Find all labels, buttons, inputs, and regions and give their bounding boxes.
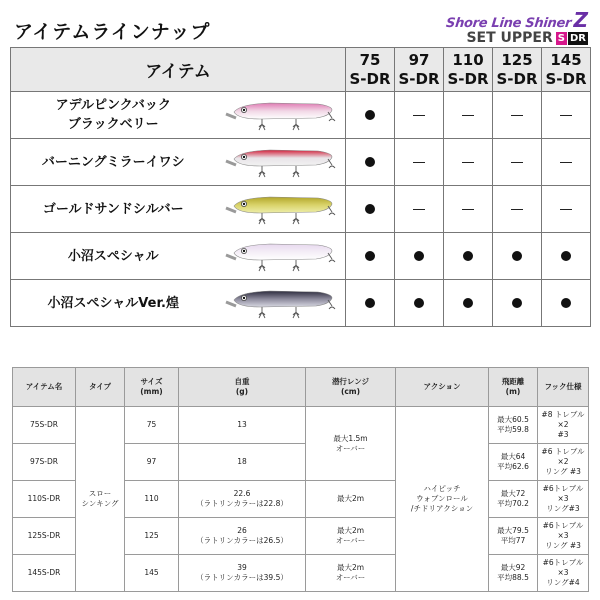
spec-item-name: 110S-DR — [13, 481, 76, 518]
dot-icon — [561, 251, 571, 261]
color-name: バーニングミラーイワシ — [11, 139, 216, 186]
available-dot — [346, 92, 395, 139]
unavailable-dash — [444, 186, 493, 233]
spec-range: 最大2m オーバー — [306, 518, 396, 555]
spec-header: フック仕様 — [538, 368, 589, 407]
lineup-row — [11, 92, 591, 139]
unavailable-dash — [493, 92, 542, 139]
spec-distance: 最大64 平均62.6 — [489, 444, 538, 481]
spec-weight: 26 （ラトリンカラーは26.5） — [179, 518, 306, 555]
spec-action: ハイピッチ ウォブンロール /チドリアクション — [396, 407, 489, 592]
size-header: 145 S-DR — [542, 48, 591, 92]
spec-size: 125 — [125, 518, 179, 555]
dash-icon — [462, 209, 474, 211]
lineup-header-row — [11, 48, 591, 92]
unavailable-dash — [542, 186, 591, 233]
spec-weight: 39 （ラトリンカラーは39.5） — [179, 555, 306, 592]
spec-item-name: 145S-DR — [13, 555, 76, 592]
unavailable-dash — [444, 139, 493, 186]
spec-hook: #6トレブル×3 リング#4 — [538, 555, 589, 592]
dash-icon — [560, 115, 572, 117]
spec-header: 自重 (g) — [179, 368, 306, 407]
lure-image — [216, 92, 346, 139]
spec-weight: 18 — [179, 444, 306, 481]
dot-icon — [512, 298, 522, 308]
color-name: 小沼スペシャルVer.煌 — [11, 280, 216, 327]
spec-header: 潜行レンジ (cm) — [306, 368, 396, 407]
spec-row — [13, 407, 589, 444]
spec-distance: 最大60.5 平均59.8 — [489, 407, 538, 444]
dash-icon — [413, 209, 425, 211]
available-dot — [444, 280, 493, 327]
spec-header: タイプ — [76, 368, 125, 407]
dash-icon — [462, 115, 474, 117]
lineup-table — [10, 47, 591, 327]
dot-icon — [365, 157, 375, 167]
lineup-row — [11, 280, 591, 327]
unavailable-dash — [444, 92, 493, 139]
color-name: アデルピンクバック ブラックベリー — [11, 92, 216, 139]
spec-table — [12, 367, 589, 592]
dash-icon — [462, 162, 474, 164]
spec-header: アクション — [396, 368, 489, 407]
brand-logo — [446, 8, 588, 46]
color-name: ゴールドサンドシルバー — [11, 186, 216, 233]
unavailable-dash — [493, 139, 542, 186]
color-name: 小沼スペシャル — [11, 233, 216, 280]
dot-icon — [414, 251, 424, 261]
spec-distance: 最大72 平均70.2 — [489, 481, 538, 518]
spec-header: アイテム名 — [13, 368, 76, 407]
available-dot — [493, 233, 542, 280]
dot-icon — [414, 298, 424, 308]
page-title: アイテムラインナップ — [14, 21, 211, 43]
dash-icon — [560, 209, 572, 211]
available-dot — [444, 233, 493, 280]
spec-hook: #6トレブル×3 リング#3 — [538, 481, 589, 518]
spec-item-name: 75S-DR — [13, 407, 76, 444]
brand-dr-badge: DR — [569, 32, 586, 44]
size-header: 125 S-DR — [493, 48, 542, 92]
lineup-row — [11, 186, 591, 233]
available-dot — [346, 280, 395, 327]
lure-image — [216, 280, 346, 327]
dot-icon — [365, 251, 375, 261]
dot-icon — [365, 110, 375, 120]
unavailable-dash — [395, 186, 444, 233]
spec-distance: 最大92 平均88.5 — [489, 555, 538, 592]
spec-item-name: 125S-DR — [13, 518, 76, 555]
spec-size: 75 — [125, 407, 179, 444]
spec-hook: #6トレブル×3 リング #3 — [538, 518, 589, 555]
dash-icon — [511, 115, 523, 117]
lineup-row — [11, 233, 591, 280]
spec-size: 110 — [125, 481, 179, 518]
available-dot — [346, 186, 395, 233]
dot-icon — [463, 298, 473, 308]
spec-weight: 22.6 （ラトリンカラーは22.8） — [179, 481, 306, 518]
item-header: アイテム — [11, 48, 346, 92]
lure-image — [216, 233, 346, 280]
spec-distance: 最大79.5 平均77 — [489, 518, 538, 555]
brand-z-mark: Z — [573, 8, 588, 32]
dash-icon — [413, 162, 425, 164]
lineup-row — [11, 139, 591, 186]
dot-icon — [512, 251, 522, 261]
spec-range: 最大1.5m オーバー — [306, 407, 396, 481]
spec-hook: #6 トレブル×2 リング #3 — [538, 444, 589, 481]
unavailable-dash — [395, 92, 444, 139]
available-dot — [395, 233, 444, 280]
dot-icon — [463, 251, 473, 261]
brand-s-badge: S — [557, 32, 565, 44]
unavailable-dash — [542, 92, 591, 139]
available-dot — [346, 139, 395, 186]
available-dot — [493, 280, 542, 327]
dot-icon — [561, 298, 571, 308]
brand-name: Shore Line Shiner — [445, 16, 573, 31]
available-dot — [395, 280, 444, 327]
spec-size: 145 — [125, 555, 179, 592]
dash-icon — [413, 115, 425, 117]
spec-header: サイズ (mm) — [125, 368, 179, 407]
unavailable-dash — [493, 186, 542, 233]
dash-icon — [511, 209, 523, 211]
spec-type: スロー シンキング — [76, 407, 125, 592]
spec-range: 最大2m オーバー — [306, 555, 396, 592]
spec-hook: #8 トレブル×2 #3 — [538, 407, 589, 444]
size-header: 97 S-DR — [395, 48, 444, 92]
dash-icon — [560, 162, 572, 164]
spec-size: 97 — [125, 444, 179, 481]
available-dot — [542, 233, 591, 280]
spec-range: 最大2m — [306, 481, 396, 518]
available-dot — [346, 233, 395, 280]
unavailable-dash — [395, 139, 444, 186]
dot-icon — [365, 204, 375, 214]
dot-icon — [365, 298, 375, 308]
lure-image — [216, 186, 346, 233]
spec-header-row — [13, 368, 589, 407]
spec-header: 飛距離 (m) — [489, 368, 538, 407]
size-header: 75 S-DR — [346, 48, 395, 92]
dash-icon — [511, 162, 523, 164]
spec-weight: 13 — [179, 407, 306, 444]
spec-item-name: 97S-DR — [13, 444, 76, 481]
lure-image — [216, 139, 346, 186]
brand-model: SET UPPER — [466, 30, 553, 46]
unavailable-dash — [542, 139, 591, 186]
size-header: 110 S-DR — [444, 48, 493, 92]
available-dot — [542, 280, 591, 327]
